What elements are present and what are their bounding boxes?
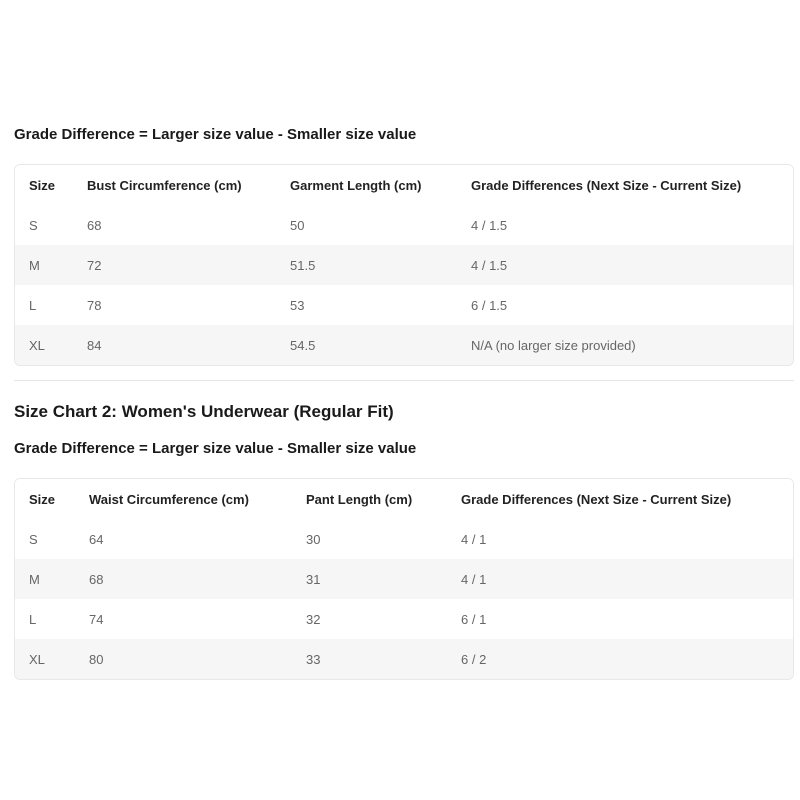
table-row (15, 559, 793, 599)
chart2-grade-note: Grade Difference = Larger size value - Smaller size value (14, 440, 417, 457)
size-chart-2-table (14, 478, 794, 680)
table-row (15, 205, 793, 245)
table-row (15, 599, 793, 639)
cell-garment-length: 53 (276, 285, 457, 325)
column-header-bust: Bust Circumference (cm) (73, 165, 276, 205)
cell-garment-length: 50 (276, 205, 457, 245)
cell-waist: 64 (75, 519, 292, 559)
cell-size: S (15, 519, 75, 559)
chart2-table-block (14, 478, 794, 680)
cell-bust: 78 (73, 285, 276, 325)
chart1-table-block (14, 164, 794, 366)
cell-bust: 72 (73, 245, 276, 285)
cell-size: XL (15, 325, 73, 365)
cell-grade-difference: 6 / 1.5 (457, 285, 793, 325)
column-header-size: Size (15, 165, 73, 205)
table-header-row (15, 165, 793, 205)
column-header-garment-length: Garment Length (cm) (276, 165, 457, 205)
chart1-grade-note-block (14, 125, 794, 145)
cell-bust: 68 (73, 205, 276, 245)
size-chart-1-table (14, 164, 794, 366)
cell-size: S (15, 205, 73, 245)
chart2-title: Size Chart 2: Women's Underwear (Regular Fit) (14, 402, 394, 421)
cell-waist: 74 (75, 599, 292, 639)
table-row (15, 519, 793, 559)
cell-garment-length: 51.5 (276, 245, 457, 285)
chart2-title-block (14, 401, 794, 423)
column-header-waist: Waist Circumference (cm) (75, 479, 292, 519)
column-header-size: Size (15, 479, 75, 519)
cell-size: L (15, 599, 75, 639)
table-row (15, 285, 793, 325)
cell-pant-length: 30 (292, 519, 447, 559)
cell-grade-difference: N/A (no larger size provided) (457, 325, 793, 365)
chart2-grade-note-block (14, 439, 794, 459)
cell-size: M (15, 559, 75, 599)
cell-grade-difference: 4 / 1.5 (457, 205, 793, 245)
cell-pant-length: 31 (292, 559, 447, 599)
section-divider (14, 380, 794, 381)
cell-pant-length: 33 (292, 639, 447, 679)
cell-size: L (15, 285, 73, 325)
table-row (15, 245, 793, 285)
column-header-pant-length: Pant Length (cm) (292, 479, 447, 519)
column-header-grade-differences: Grade Differences (Next Size - Current Size) (457, 165, 793, 205)
cell-bust: 84 (73, 325, 276, 365)
cell-waist: 80 (75, 639, 292, 679)
table-row (15, 325, 793, 365)
cell-waist: 68 (75, 559, 292, 599)
table-row (15, 639, 793, 679)
cell-grade-difference: 4 / 1.5 (457, 245, 793, 285)
cell-pant-length: 32 (292, 599, 447, 639)
cell-grade-difference: 4 / 1 (447, 559, 793, 599)
cell-size: M (15, 245, 73, 285)
column-header-grade-differences: Grade Differences (Next Size - Current Size) (447, 479, 793, 519)
cell-grade-difference: 4 / 1 (447, 519, 793, 559)
cell-grade-difference: 6 / 2 (447, 639, 793, 679)
cell-size: XL (15, 639, 75, 679)
table-header-row (15, 479, 793, 519)
cell-grade-difference: 6 / 1 (447, 599, 793, 639)
cell-garment-length: 54.5 (276, 325, 457, 365)
chart1-grade-note: Grade Difference = Larger size value - Smaller size value (14, 126, 417, 143)
